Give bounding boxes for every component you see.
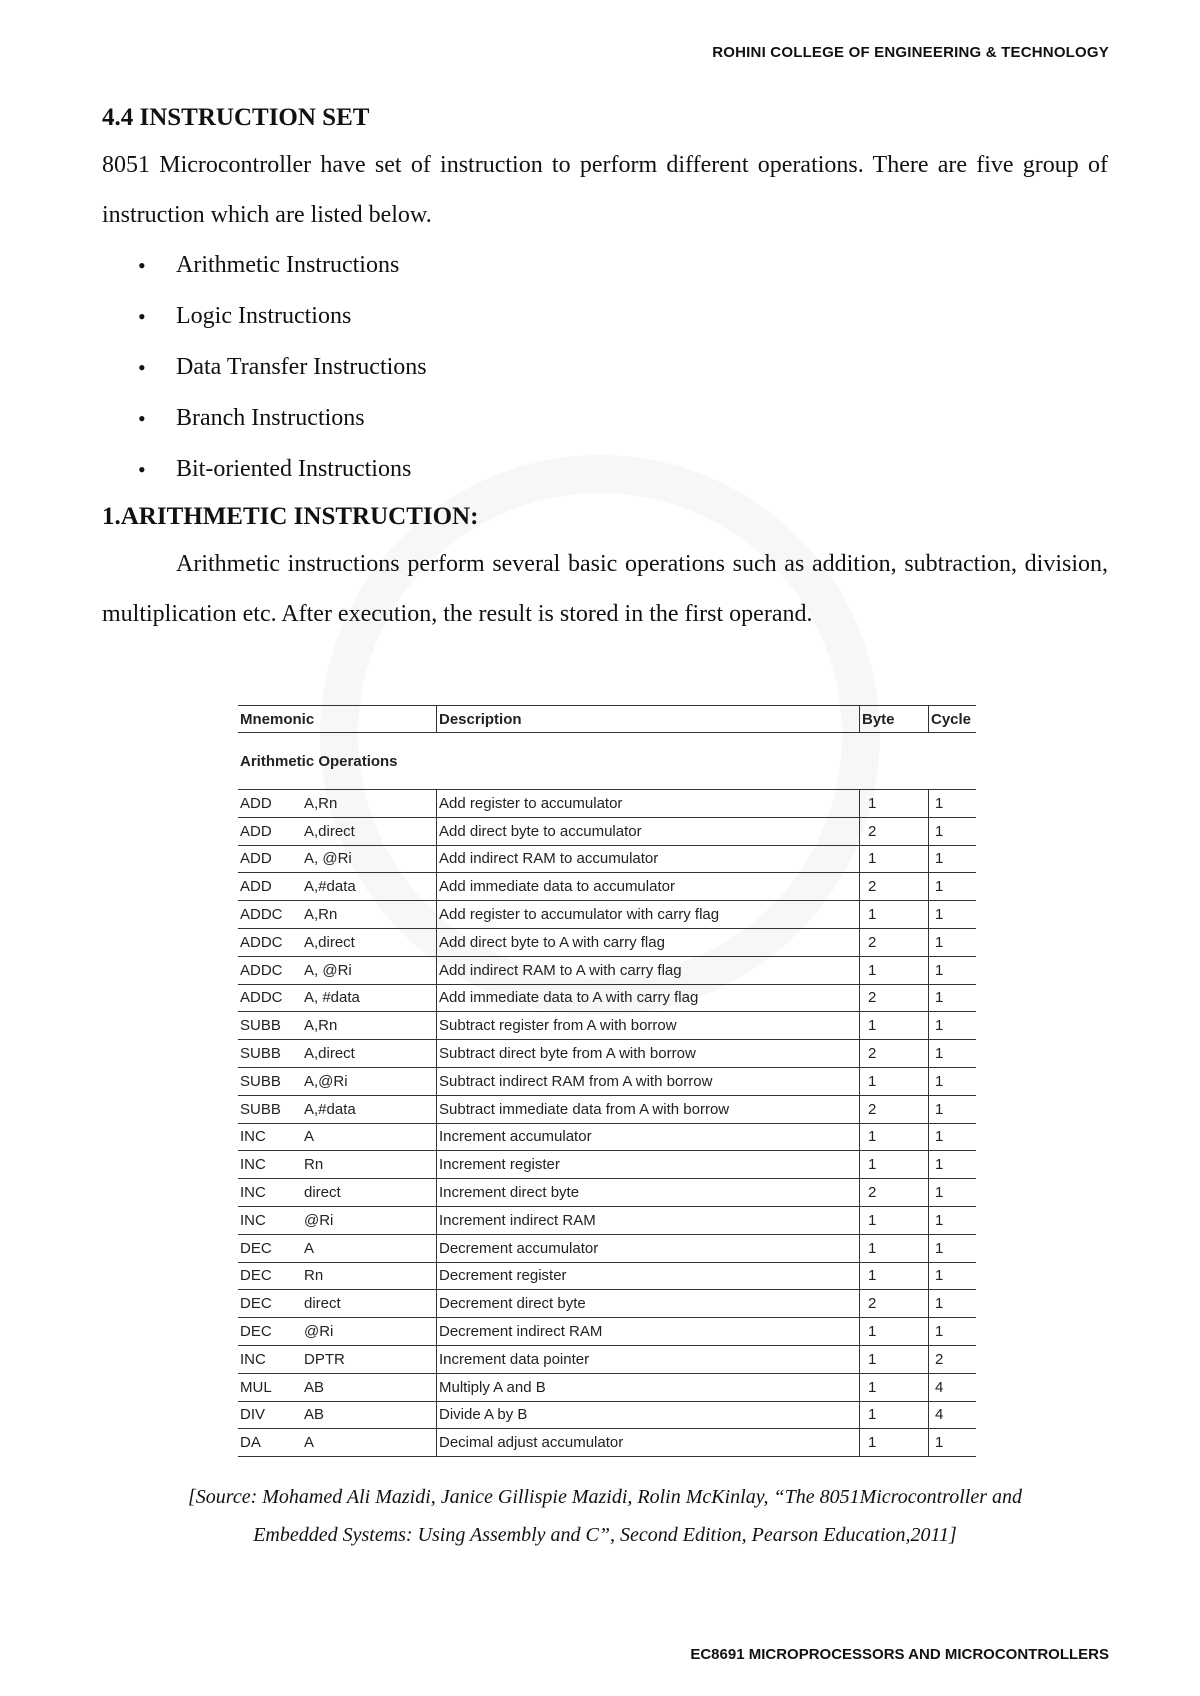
cell-cycle: 1	[929, 1429, 977, 1457]
cell-operand: A,#data	[302, 873, 437, 901]
list-item: • Branch Instructions	[102, 393, 1108, 444]
table-row	[238, 1040, 976, 1068]
cell-mnemonic: SUBB	[238, 1040, 302, 1068]
cell-cycle: 1	[929, 1012, 977, 1040]
cell-description: Increment direct byte	[437, 1179, 860, 1207]
cell-mnemonic: SUBB	[238, 1095, 302, 1123]
cell-operand: DPTR	[302, 1345, 437, 1373]
list-item: • Arithmetic Instructions	[102, 240, 1108, 291]
cell-description: Divide A by B	[437, 1401, 860, 1429]
table-row	[238, 1401, 976, 1429]
table-row	[238, 845, 976, 873]
cell-operand: direct	[302, 1179, 437, 1207]
instruction-group-list	[102, 240, 1108, 495]
cell-cycle: 2	[929, 1345, 977, 1373]
source-line: [Source: Mohamed Ali Mazidi, Janice Gillispie Mazidi, Rolin McKinlay, “The 8051Microcontroller and	[188, 1486, 1022, 1508]
table-row	[238, 873, 976, 901]
cell-byte: 1	[860, 790, 929, 818]
cell-description: Add direct byte to accumulator	[437, 817, 860, 845]
cell-mnemonic: ADDC	[238, 956, 302, 984]
cell-cycle: 1	[929, 928, 977, 956]
cell-mnemonic: INC	[238, 1345, 302, 1373]
cell-byte: 1	[860, 1012, 929, 1040]
cell-operand: A,direct	[302, 1040, 437, 1068]
cell-operand: AB	[302, 1373, 437, 1401]
cell-description: Add immediate data to A with carry flag	[437, 984, 860, 1012]
cell-byte: 2	[860, 873, 929, 901]
cell-operand: A,direct	[302, 928, 437, 956]
list-item: • Logic Instructions	[102, 291, 1108, 342]
cell-operand: AB	[302, 1401, 437, 1429]
table-row	[238, 1345, 976, 1373]
cell-cycle: 1	[929, 1179, 977, 1207]
table-row	[238, 1290, 976, 1318]
cell-operand: @Ri	[302, 1318, 437, 1346]
table-row	[238, 1095, 976, 1123]
cell-operand: Rn	[302, 1151, 437, 1179]
cell-description: Add register to accumulator	[437, 790, 860, 818]
cell-mnemonic: DIV	[238, 1401, 302, 1429]
cell-cycle: 1	[929, 1262, 977, 1290]
cell-description: Multiply A and B	[437, 1373, 860, 1401]
table-row	[238, 1206, 976, 1234]
cell-cycle: 1	[929, 1151, 977, 1179]
header-mnemonic: Mnemonic	[238, 706, 437, 733]
cell-byte: 2	[860, 984, 929, 1012]
list-item: • Data Transfer Instructions	[102, 342, 1108, 393]
cell-mnemonic: ADD	[238, 817, 302, 845]
cell-byte: 1	[860, 1373, 929, 1401]
cell-mnemonic: SUBB	[238, 1067, 302, 1095]
main-content	[102, 96, 1108, 639]
cell-mnemonic: ADD	[238, 790, 302, 818]
cell-mnemonic: INC	[238, 1179, 302, 1207]
cell-operand: A,Rn	[302, 901, 437, 929]
cell-description: Decrement indirect RAM	[437, 1318, 860, 1346]
table-row	[238, 817, 976, 845]
cell-byte: 2	[860, 1095, 929, 1123]
cell-operand: A	[302, 1123, 437, 1151]
cell-cycle: 1	[929, 873, 977, 901]
arithmetic-paragraph: Arithmetic instructions perform several basic operations such as addition, subtraction, division, multiplication etc. After execution, the result is stored in the first operand.	[102, 551, 1108, 627]
cell-mnemonic: SUBB	[238, 1012, 302, 1040]
cell-description: Increment data pointer	[437, 1345, 860, 1373]
cell-cycle: 1	[929, 1095, 977, 1123]
table-header-row	[238, 706, 976, 733]
cell-mnemonic: ADD	[238, 873, 302, 901]
header-description: Description	[437, 706, 860, 733]
cell-cycle: 4	[929, 1373, 977, 1401]
table-row	[238, 1012, 976, 1040]
arithmetic-instruction-table	[238, 705, 976, 1457]
cell-mnemonic: DEC	[238, 1290, 302, 1318]
table-row	[238, 790, 976, 818]
source-citation	[102, 1478, 1108, 1554]
table-row	[238, 1262, 976, 1290]
cell-operand: A,Rn	[302, 790, 437, 818]
cell-operand: A	[302, 1234, 437, 1262]
cell-byte: 2	[860, 1179, 929, 1207]
cell-mnemonic: DEC	[238, 1234, 302, 1262]
cell-cycle: 1	[929, 1206, 977, 1234]
table-row	[238, 1179, 976, 1207]
cell-byte: 1	[860, 1345, 929, 1373]
cell-mnemonic: MUL	[238, 1373, 302, 1401]
table-row	[238, 1373, 976, 1401]
cell-description: Add register to accumulator with carry flag	[437, 901, 860, 929]
table-row	[238, 1234, 976, 1262]
arithmetic-title: 1.ARITHMETIC INSTRUCTION:	[102, 503, 479, 530]
cell-byte: 1	[860, 1206, 929, 1234]
cell-byte: 2	[860, 817, 929, 845]
intro-paragraph: 8051 Microcontroller have set of instruction to perform different operations. There are five group of instruction which are listed below.	[102, 152, 1108, 228]
cell-byte: 2	[860, 1290, 929, 1318]
table-row	[238, 984, 976, 1012]
cell-byte: 1	[860, 845, 929, 873]
cell-byte: 1	[860, 1318, 929, 1346]
cell-mnemonic: DEC	[238, 1262, 302, 1290]
cell-cycle: 4	[929, 1401, 977, 1429]
cell-byte: 1	[860, 1067, 929, 1095]
cell-operand: @Ri	[302, 1206, 437, 1234]
cell-description: Decrement accumulator	[437, 1234, 860, 1262]
cell-mnemonic: INC	[238, 1151, 302, 1179]
cell-byte: 1	[860, 1429, 929, 1457]
cell-cycle: 1	[929, 817, 977, 845]
table-row	[238, 1067, 976, 1095]
cell-cycle: 1	[929, 1067, 977, 1095]
page-header: ROHINI COLLEGE OF ENGINEERING & TECHNOLOGY	[712, 44, 1109, 61]
cell-operand: A, @Ri	[302, 956, 437, 984]
list-item: • Bit-oriented Instructions	[102, 444, 1108, 495]
cell-cycle: 1	[929, 1040, 977, 1068]
header-byte: Byte	[860, 706, 929, 733]
table-row	[238, 1318, 976, 1346]
cell-description: Add direct byte to A with carry flag	[437, 928, 860, 956]
table-row	[238, 1429, 976, 1457]
cell-byte: 1	[860, 956, 929, 984]
cell-operand: A, #data	[302, 984, 437, 1012]
cell-byte: 1	[860, 1123, 929, 1151]
cell-description: Subtract direct byte from A with borrow	[437, 1040, 860, 1068]
cell-operand: A,#data	[302, 1095, 437, 1123]
cell-byte: 1	[860, 1151, 929, 1179]
cell-mnemonic: INC	[238, 1123, 302, 1151]
cell-description: Increment indirect RAM	[437, 1206, 860, 1234]
cell-cycle: 1	[929, 790, 977, 818]
page-footer: EC8691 MICROPROCESSORS AND MICROCONTROLLERS	[690, 1646, 1109, 1663]
cell-description: Increment accumulator	[437, 1123, 860, 1151]
cell-byte: 2	[860, 1040, 929, 1068]
cell-cycle: 1	[929, 984, 977, 1012]
cell-byte: 1	[860, 901, 929, 929]
cell-byte: 1	[860, 1234, 929, 1262]
cell-description: Subtract indirect RAM from A with borrow	[437, 1067, 860, 1095]
cell-cycle: 1	[929, 1234, 977, 1262]
cell-mnemonic: DA	[238, 1429, 302, 1457]
cell-description: Add indirect RAM to A with carry flag	[437, 956, 860, 984]
cell-cycle: 1	[929, 901, 977, 929]
cell-operand: A,Rn	[302, 1012, 437, 1040]
cell-operand: A	[302, 1429, 437, 1457]
cell-description: Decrement register	[437, 1262, 860, 1290]
table-row	[238, 1151, 976, 1179]
cell-mnemonic: ADDC	[238, 928, 302, 956]
cell-description: Add immediate data to accumulator	[437, 873, 860, 901]
cell-cycle: 1	[929, 1318, 977, 1346]
table-row	[238, 956, 976, 984]
cell-cycle: 1	[929, 1123, 977, 1151]
cell-description: Subtract immediate data from A with borrow	[437, 1095, 860, 1123]
section-label: Arithmetic Operations	[238, 733, 976, 790]
table-body	[238, 733, 976, 1457]
table-row	[238, 1123, 976, 1151]
cell-mnemonic: ADDC	[238, 901, 302, 929]
header-cycle: Cycle	[929, 706, 977, 733]
table-row	[238, 928, 976, 956]
cell-mnemonic: ADD	[238, 845, 302, 873]
cell-mnemonic: INC	[238, 1206, 302, 1234]
cell-operand: A,direct	[302, 817, 437, 845]
cell-byte: 1	[860, 1401, 929, 1429]
cell-cycle: 1	[929, 956, 977, 984]
cell-description: Increment register	[437, 1151, 860, 1179]
cell-description: Decrement direct byte	[437, 1290, 860, 1318]
table-section-row	[238, 733, 976, 790]
cell-cycle: 1	[929, 1290, 977, 1318]
cell-operand: A, @Ri	[302, 845, 437, 873]
section-title: 4.4 INSTRUCTION SET	[102, 104, 370, 131]
cell-byte: 2	[860, 928, 929, 956]
cell-byte: 1	[860, 1262, 929, 1290]
source-line: Embedded Systems: Using Assembly and C”, Second Edition, Pearson Education,2011]	[253, 1524, 957, 1546]
cell-description: Decimal adjust accumulator	[437, 1429, 860, 1457]
cell-mnemonic: DEC	[238, 1318, 302, 1346]
cell-operand: Rn	[302, 1262, 437, 1290]
cell-mnemonic: ADDC	[238, 984, 302, 1012]
cell-operand: direct	[302, 1290, 437, 1318]
table-row	[238, 901, 976, 929]
cell-description: Add indirect RAM to accumulator	[437, 845, 860, 873]
cell-operand: A,@Ri	[302, 1067, 437, 1095]
cell-cycle: 1	[929, 845, 977, 873]
cell-description: Subtract register from A with borrow	[437, 1012, 860, 1040]
